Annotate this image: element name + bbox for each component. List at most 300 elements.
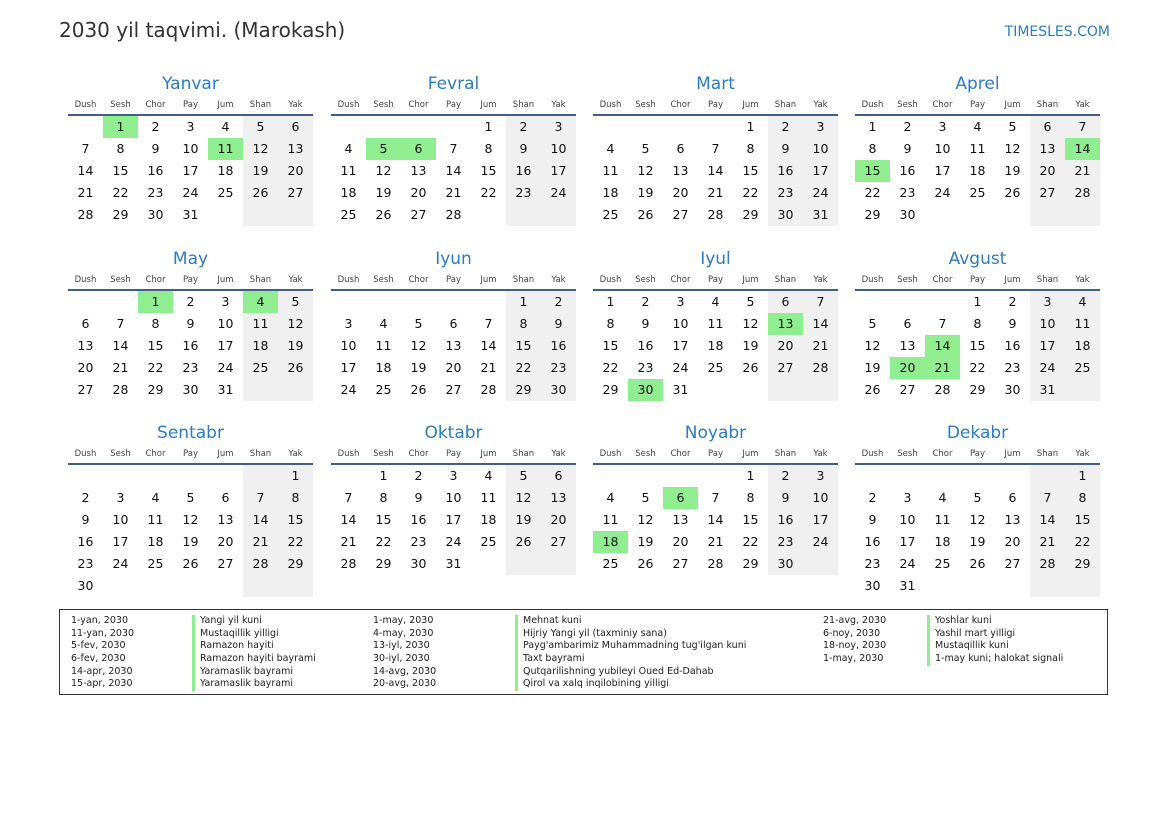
day-cell: 3 [803, 465, 838, 487]
day-cell: 19 [637, 185, 654, 200]
day-cell: 3 [903, 490, 912, 505]
weekday-label: Chor [408, 100, 429, 110]
day-cell: 6 [768, 291, 803, 313]
day-cell: 28 [112, 382, 129, 397]
day-cell: 9 [414, 490, 423, 505]
empty-cell [628, 465, 663, 487]
day-cell: 23 [768, 182, 803, 204]
day-cell: 14 [480, 338, 497, 353]
weekday-label: Sesh [897, 449, 918, 459]
empty-cell [960, 465, 995, 487]
holiday-legend [59, 609, 1108, 695]
day-cell: 10 [1030, 313, 1065, 335]
legend-holiday-name: 1-may kuni; halokat signali [935, 653, 1064, 665]
day-cell: 20 [410, 185, 427, 200]
day-cell: 9 [768, 138, 803, 160]
day-cell: 14 [1030, 509, 1065, 531]
day-cell: 28 [77, 207, 94, 222]
month-sentabr [68, 421, 313, 597]
empty-cell [733, 379, 768, 401]
empty-cell [401, 116, 436, 138]
day-cell: 9 [641, 316, 650, 331]
day-cell: 4 [711, 294, 720, 309]
day-cell: 4 [1065, 291, 1100, 313]
day-cell: 13 [672, 512, 689, 527]
day-cell: 27 [541, 531, 576, 553]
legend-holiday-name: Yaramaslik bayrami [200, 665, 293, 677]
day-cell: 12 [506, 487, 541, 509]
empty-cell [925, 465, 960, 487]
day-cell: 24 [1030, 357, 1065, 379]
weekday-header [855, 96, 1100, 116]
empty-cell [995, 465, 1030, 487]
day-cell: 30 [768, 553, 803, 575]
day-cell: 17 [1030, 335, 1065, 357]
empty-cell [243, 465, 278, 487]
empty-cell [436, 116, 471, 138]
empty-cell [471, 553, 506, 575]
weekday-label: Chor [932, 100, 953, 110]
day-cell: 4 [938, 490, 947, 505]
empty-cell [331, 116, 366, 138]
empty-cell [366, 291, 401, 313]
day-cell: 17 [934, 163, 951, 178]
day-cell: 6 [676, 141, 685, 156]
day-cell: 6 [1008, 490, 1017, 505]
weekday-label: Chor [408, 275, 429, 285]
day-cell: 4 [606, 490, 615, 505]
day-cell: 21 [77, 185, 94, 200]
day-cell: 4 [484, 468, 493, 483]
weekday-label: Sesh [635, 275, 656, 285]
weekday-label: Chor [932, 449, 953, 459]
day-cell: 5 [868, 316, 877, 331]
day-cell: 31 [217, 382, 234, 397]
day-cell: 5 [506, 465, 541, 487]
weekday-label: Chor [932, 275, 953, 285]
day-cell: 24 [182, 185, 199, 200]
day-cell: 23 [541, 357, 576, 379]
empty-cell [138, 465, 173, 487]
day-cell: 30 [410, 556, 427, 571]
day-cell: 2 [81, 490, 90, 505]
day-cell: 21 [243, 531, 278, 553]
day-cell: 25 [217, 185, 234, 200]
day-cell: 30 [768, 204, 803, 226]
day-cell: 12 [969, 512, 986, 527]
day-cell: 20 [672, 185, 689, 200]
day-cell: 21 [707, 534, 724, 549]
empty-cell [698, 379, 733, 401]
day-cell: 16 [541, 335, 576, 357]
holiday-day-cell: 18 [593, 531, 628, 553]
days-grid [593, 291, 838, 401]
empty-cell [1030, 204, 1065, 226]
weekday-label: Jum [480, 100, 497, 110]
day-cell: 29 [602, 382, 619, 397]
day-cell: 28 [707, 207, 724, 222]
day-cell: 30 [541, 379, 576, 401]
empty-cell [68, 291, 103, 313]
weekday-label: Pay [183, 449, 198, 459]
day-cell: 17 [541, 160, 576, 182]
day-cell: 20 [278, 160, 313, 182]
day-cell: 14 [707, 512, 724, 527]
day-cell: 14 [243, 509, 278, 531]
page-title: 2030 yil taqvimi. (Marokash) [59, 18, 346, 42]
weekday-label: Dush [337, 100, 360, 110]
day-cell: 30 [864, 578, 881, 593]
empty-cell [68, 465, 103, 487]
empty-cell [506, 204, 541, 226]
weekday-label: Yak [1075, 449, 1090, 459]
day-cell: 18 [480, 512, 497, 527]
empty-cell [890, 291, 925, 313]
day-cell: 21 [112, 360, 129, 375]
weekday-label: Dush [861, 100, 884, 110]
weekday-label: Chor [408, 449, 429, 459]
day-cell: 22 [742, 185, 759, 200]
days-grid [68, 465, 313, 597]
day-cell: 22 [375, 534, 392, 549]
day-cell: 10 [445, 490, 462, 505]
day-cell: 8 [973, 316, 982, 331]
day-cell: 7 [116, 316, 125, 331]
legend-date: 11-yan, 2030 [71, 627, 135, 639]
day-cell: 25 [375, 382, 392, 397]
day-cell: 9 [151, 141, 160, 156]
day-cell: 14 [340, 512, 357, 527]
day-cell: 22 [742, 534, 759, 549]
holiday-day-cell: 15 [855, 160, 890, 182]
day-cell: 22 [506, 357, 541, 379]
day-cell: 23 [1004, 360, 1021, 375]
legend-holiday-name: Yaramaslik bayrami [200, 678, 293, 690]
day-cell: 2 [1008, 294, 1017, 309]
day-cell: 14 [803, 313, 838, 335]
weekday-header [593, 271, 838, 291]
holiday-day-cell: 20 [890, 357, 925, 379]
day-cell: 18 [602, 185, 619, 200]
weekday-label: Dush [337, 275, 360, 285]
month-name: Fevral [427, 74, 480, 94]
day-cell: 15 [375, 512, 392, 527]
day-cell: 17 [340, 360, 357, 375]
day-cell: 30 [899, 207, 916, 222]
day-cell: 13 [278, 138, 313, 160]
legend-date: 14-apr, 2030 [71, 665, 133, 677]
day-cell: 2 [541, 291, 576, 313]
day-cell: 13 [1030, 138, 1065, 160]
day-cell: 26 [742, 360, 759, 375]
day-cell: 7 [484, 316, 493, 331]
day-cell: 15 [602, 338, 619, 353]
day-cell: 14 [77, 163, 94, 178]
weekday-label: Pay [970, 449, 985, 459]
day-cell: 1 [606, 294, 615, 309]
weekday-label: Chor [145, 275, 166, 285]
day-cell: 27 [672, 556, 689, 571]
legend-dates-column [823, 615, 886, 666]
day-cell: 1 [1065, 465, 1100, 487]
day-cell: 17 [112, 534, 129, 549]
weekday-header [331, 96, 576, 116]
day-cell: 18 [1065, 335, 1100, 357]
weekday-label: Pay [446, 275, 461, 285]
legend-holiday-name: Mehnat kuni [523, 615, 582, 626]
day-cell: 24 [899, 556, 916, 571]
weekday-header [68, 271, 313, 291]
day-cell: 7 [711, 490, 720, 505]
legend-holiday-name: Ramazon hayiti bayrami [200, 653, 316, 665]
weekday-label: Sesh [635, 100, 656, 110]
weekday-header [855, 271, 1100, 291]
day-cell: 13 [410, 163, 427, 178]
legend-names-column [192, 615, 316, 691]
day-cell: 30 [182, 382, 199, 397]
day-cell: 21 [1030, 531, 1065, 553]
day-cell: 22 [112, 185, 129, 200]
empty-cell [960, 575, 995, 597]
legend-holiday-name: Yoshlar kuni [935, 615, 992, 626]
day-cell: 25 [480, 534, 497, 549]
day-cell: 22 [864, 185, 881, 200]
weekday-label: Yak [551, 275, 566, 285]
day-cell: 28 [934, 382, 951, 397]
day-cell: 4 [973, 119, 982, 134]
day-cell: 18 [707, 338, 724, 353]
day-cell: 19 [506, 509, 541, 531]
day-cell: 21 [707, 185, 724, 200]
day-cell: 26 [375, 207, 392, 222]
day-cell: 18 [969, 163, 986, 178]
empty-cell [541, 553, 576, 575]
empty-cell [855, 465, 890, 487]
day-cell: 27 [1004, 556, 1021, 571]
day-cell: 18 [217, 163, 234, 178]
weekday-label: Chor [670, 100, 691, 110]
day-cell: 8 [484, 141, 493, 156]
day-cell: 15 [742, 512, 759, 527]
day-cell: 5 [243, 116, 278, 138]
day-cell: 9 [1008, 316, 1017, 331]
empty-cell [803, 553, 838, 575]
weekday-label: Sesh [897, 275, 918, 285]
day-cell: 6 [449, 316, 458, 331]
days-grid [855, 116, 1100, 226]
weekday-header [593, 96, 838, 116]
month-dekabr [855, 421, 1100, 597]
weekday-label: Pay [708, 449, 723, 459]
day-cell: 23 [182, 360, 199, 375]
day-cell: 25 [707, 360, 724, 375]
day-cell: 12 [182, 512, 199, 527]
legend-date: 4-may, 2030 [373, 627, 434, 639]
legend-date: 30-iyl, 2030 [373, 653, 430, 665]
days-grid [593, 116, 838, 226]
weekday-label: Jum [1004, 275, 1021, 285]
day-cell: 13 [541, 487, 576, 509]
day-cell: 16 [768, 160, 803, 182]
day-cell: 26 [969, 556, 986, 571]
weekday-label: Shan [249, 100, 272, 110]
day-cell: 7 [344, 490, 353, 505]
legend-date: 15-apr, 2030 [71, 678, 133, 690]
day-cell: 12 [742, 316, 759, 331]
day-cell: 26 [637, 207, 654, 222]
day-cell: 31 [672, 382, 689, 397]
day-cell: 16 [864, 534, 881, 549]
empty-cell [243, 575, 278, 597]
day-cell: 12 [278, 313, 313, 335]
day-cell: 2 [768, 116, 803, 138]
weekday-header [68, 445, 313, 465]
day-cell: 27 [217, 556, 234, 571]
day-cell: 21 [445, 185, 462, 200]
days-grid [855, 465, 1100, 597]
holiday-day-cell: 11 [208, 138, 243, 160]
day-cell: 12 [1004, 141, 1021, 156]
day-cell: 11 [602, 512, 619, 527]
weekday-label: Shan [774, 449, 797, 459]
day-cell: 22 [278, 531, 313, 553]
day-cell: 11 [707, 316, 724, 331]
day-cell: 11 [602, 163, 619, 178]
day-cell: 3 [676, 294, 685, 309]
empty-cell [208, 465, 243, 487]
day-cell: 29 [112, 207, 129, 222]
day-cell: 29 [864, 207, 881, 222]
weekday-label: Chor [145, 449, 166, 459]
legend-date: 1-may, 2030 [373, 615, 434, 626]
day-cell: 17 [803, 509, 838, 531]
month-name: Iyul [700, 249, 731, 269]
day-cell: 19 [410, 360, 427, 375]
day-cell: 9 [506, 138, 541, 160]
legend-date: 13-iyl, 2030 [373, 640, 430, 652]
day-cell: 15 [112, 163, 129, 178]
day-cell: 2 [868, 490, 877, 505]
day-cell: 24 [340, 382, 357, 397]
legend-holiday-name: Qirol va xalq inqilobining yilligi [523, 678, 669, 690]
month-yanvar [68, 72, 313, 226]
day-cell: 18 [934, 534, 951, 549]
empty-cell [1030, 575, 1065, 597]
day-cell: 22 [969, 360, 986, 375]
legend-names-column [927, 615, 1063, 666]
empty-cell [960, 204, 995, 226]
month-name: Sentabr [157, 423, 224, 443]
weekday-label: Shan [512, 275, 535, 285]
day-cell: 1 [746, 119, 755, 134]
day-cell: 8 [278, 487, 313, 509]
weekday-label: Shan [1036, 100, 1059, 110]
empty-cell [173, 575, 208, 597]
empty-cell [663, 116, 698, 138]
day-cell: 15 [147, 338, 164, 353]
weekday-label: Sesh [373, 275, 394, 285]
day-cell: 27 [899, 382, 916, 397]
empty-cell [541, 204, 576, 226]
day-cell: 17 [899, 534, 916, 549]
day-cell: 5 [414, 316, 423, 331]
day-cell: 29 [375, 556, 392, 571]
empty-cell [278, 575, 313, 597]
day-cell: 3 [116, 490, 125, 505]
site-logo-link[interactable]: TIMESLES.COM [1004, 24, 1110, 40]
day-cell: 23 [410, 534, 427, 549]
day-cell: 1 [484, 119, 493, 134]
empty-cell [103, 575, 138, 597]
day-cell: 5 [641, 141, 650, 156]
days-grid [68, 291, 313, 401]
day-cell: 5 [186, 490, 195, 505]
weekday-label: Pay [183, 100, 198, 110]
weekday-label: Dush [599, 100, 622, 110]
weekday-label: Jum [217, 100, 234, 110]
empty-cell [925, 291, 960, 313]
day-cell: 17 [217, 338, 234, 353]
empty-cell [925, 575, 960, 597]
month-name: Noyabr [684, 423, 747, 443]
calendar-grid [68, 72, 1103, 602]
day-cell: 11 [340, 163, 357, 178]
day-cell: 24 [803, 182, 838, 204]
day-cell: 12 [243, 138, 278, 160]
day-cell: 15 [480, 163, 497, 178]
day-cell: 28 [803, 357, 838, 379]
day-cell: 20 [768, 335, 803, 357]
weekday-label: Shan [1036, 449, 1059, 459]
month-iyul [593, 247, 838, 401]
day-cell: 11 [1065, 313, 1100, 335]
day-cell: 16 [1004, 338, 1021, 353]
day-cell: 13 [77, 338, 94, 353]
day-cell: 18 [243, 335, 278, 357]
day-cell: 28 [480, 382, 497, 397]
legend-dates-column [373, 615, 436, 691]
day-cell: 3 [186, 119, 195, 134]
day-cell: 26 [637, 556, 654, 571]
day-cell: 16 [506, 160, 541, 182]
day-cell: 20 [445, 360, 462, 375]
day-cell: 12 [864, 338, 881, 353]
day-cell: 14 [707, 163, 724, 178]
empty-cell [803, 379, 838, 401]
day-cell: 8 [868, 141, 877, 156]
empty-cell [628, 116, 663, 138]
weekday-label: Pay [708, 275, 723, 285]
day-cell: 5 [1008, 119, 1017, 134]
month-name: Iyun [435, 249, 472, 269]
day-cell: 30 [1004, 382, 1021, 397]
day-cell: 26 [1004, 185, 1021, 200]
legend-holiday-name: Taxt bayrami [523, 653, 585, 665]
empty-cell [890, 465, 925, 487]
empty-cell [925, 204, 960, 226]
day-cell: 11 [480, 490, 497, 505]
weekday-label: Dush [74, 100, 97, 110]
empty-cell [366, 116, 401, 138]
empty-cell [278, 379, 313, 401]
weekday-label: Pay [708, 100, 723, 110]
day-cell: 18 [340, 185, 357, 200]
weekday-label: Jum [480, 275, 497, 285]
day-cell: 11 [243, 313, 278, 335]
weekday-label: Dush [599, 449, 622, 459]
weekday-label: Yak [813, 100, 828, 110]
day-cell: 19 [1004, 163, 1021, 178]
